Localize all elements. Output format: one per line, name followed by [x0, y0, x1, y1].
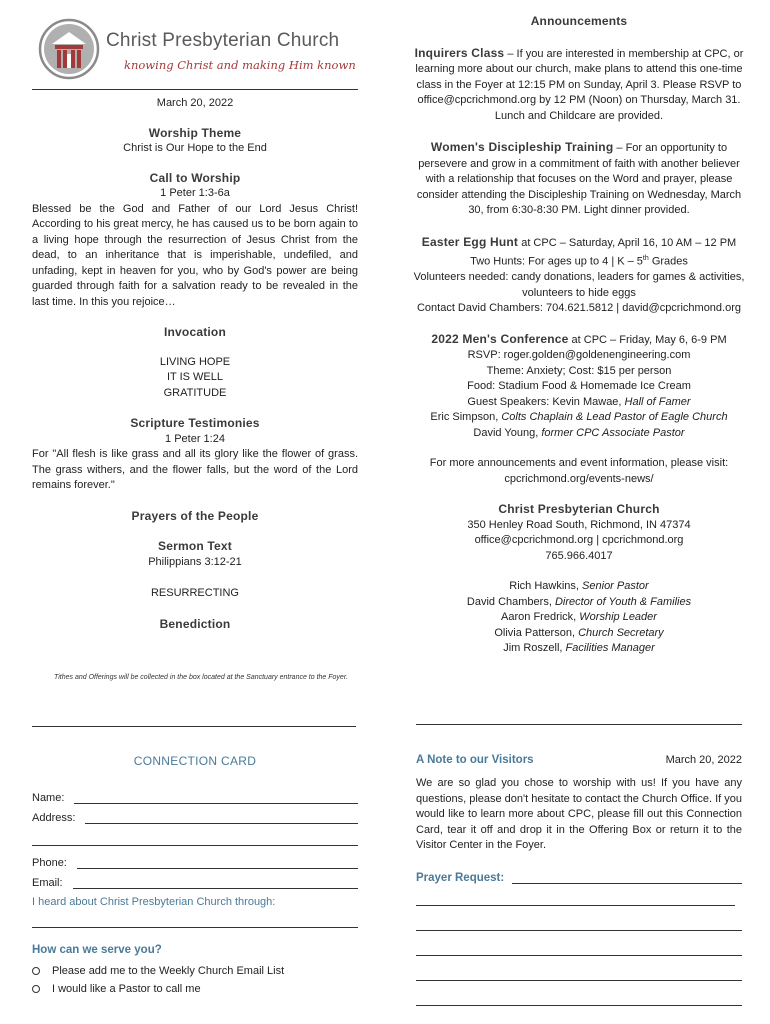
connection-card	[32, 754, 358, 995]
prayer-request-line[interactable]	[416, 959, 742, 981]
more-info	[412, 456, 746, 487]
staff-role: Facilities Manager	[565, 642, 655, 655]
staff-item	[412, 595, 746, 611]
phone-row	[32, 853, 358, 869]
church-name: Christ Presbyterian Church	[106, 30, 340, 51]
name-label: Name:	[32, 791, 65, 804]
address-field-line2[interactable]	[32, 824, 358, 846]
womens-title: Women's Discipleship Training	[430, 140, 614, 154]
prayer-request-label: Prayer Request:	[416, 871, 505, 884]
prayer-request-line[interactable]	[416, 934, 742, 956]
phone-field[interactable]	[77, 857, 358, 869]
church-contact	[412, 502, 746, 564]
easter-line4: Contact David Chambers: 704.621.5812 | david@cpcrichmond.org	[416, 302, 742, 315]
visitor-note-text: We are so glad you chose to worship with us! If you have any questions, please don't hesitate to contact the Church Office. If you would like to learn more about CPC, please fill out this Connection Card, tear it off and drop it in the Offering Box or return it to the Visitor Center in the Foyer.	[416, 777, 742, 851]
invocation-title: Invocation	[163, 325, 226, 339]
staff-name: Olivia Patterson,	[494, 626, 579, 639]
prayer-request-field[interactable]	[512, 872, 742, 884]
call-to-worship-ref: 1 Peter 1:3-6a	[160, 187, 230, 199]
contact-email[interactable]: office@cpcrichmond.org | cpcrichmond.org	[474, 534, 684, 547]
serve-option-label: Please add me to the Weekly Church Email List	[52, 964, 285, 977]
scripture-ref: 1 Peter 1:24	[165, 432, 225, 445]
serve-option-label: I would like a Pastor to call me	[52, 982, 201, 995]
staff-name: Aaron Fredrick,	[501, 611, 580, 624]
easter-line2sup: th	[642, 255, 649, 262]
email-field[interactable]	[73, 877, 358, 889]
staff-role: Church Secretary	[578, 626, 664, 639]
easter-line1: at CPC – Saturday, April 16, 10 AM – 12 PM	[518, 236, 737, 249]
mens-line3: Theme: Anxiety; Cost: $15 per person	[486, 364, 672, 377]
email-row	[32, 873, 358, 889]
visitor-note-title: A Note to our Visitors	[416, 754, 534, 766]
radio-circle-icon[interactable]	[32, 967, 40, 975]
serve-option[interactable]	[32, 983, 358, 995]
prayers-title: Prayers of the People	[131, 508, 259, 523]
worship-theme-title: Worship Theme	[148, 125, 242, 140]
inquirers-text: – If you are interested in membership at CPC, or learning more about our church, make plans to attend this one-time class in the Foyer at 12:15 PM on Sunday, April 3. Please RSVP to office@cpcrichmond.org by 12 PM (Noon) on Thursday, March 31. Lunch and Childcare are provided.	[415, 47, 744, 122]
contact-address: 350 Henley Road South, Richmond, IN 47374	[467, 518, 691, 531]
easter-line2b: Grades	[648, 255, 688, 268]
staff-item	[412, 610, 746, 626]
service-date: March 20, 2022	[156, 97, 234, 109]
easter-egg-hunt	[412, 235, 746, 317]
heard-through-field[interactable]	[32, 910, 358, 928]
name-field[interactable]	[74, 792, 358, 804]
mens-line6a: Eric Simpson,	[430, 411, 502, 424]
staff-role: Senior Pastor	[582, 580, 649, 593]
prayer-request-line[interactable]	[416, 984, 742, 1006]
mens-line1: at CPC – Friday, May 6, 6-9 PM	[568, 333, 727, 346]
staff-role: Worship Leader	[579, 611, 657, 624]
heard-through-label: I heard about Christ Presbyterian Church through:	[32, 895, 276, 908]
song-item: IT IS WELL	[166, 371, 224, 383]
mens-line7a: David Young,	[473, 426, 542, 439]
mens-line2: RSVP: roger.golden@goldenengineering.com	[467, 349, 691, 362]
visitor-note	[416, 754, 742, 1009]
staff-item	[412, 626, 746, 642]
staff-list	[412, 579, 746, 657]
inquirers-title: Inquirers Class	[414, 45, 505, 60]
song-item: LIVING HOPE	[159, 355, 231, 368]
sermon-name: RESURRECTING	[150, 587, 239, 599]
easter-line3: Volunteers needed: candy donations, leaders for games & activities, volunteers to hide eggs	[413, 271, 745, 299]
radio-circle-icon[interactable]	[32, 985, 40, 993]
mens-line7b: former CPC Associate Pastor	[541, 426, 685, 439]
sermon-title: Sermon Text	[158, 539, 232, 553]
mens-title: 2022 Men's Conference	[431, 331, 569, 346]
prayer-request-line[interactable]	[416, 884, 735, 906]
address-row	[32, 808, 358, 824]
scripture-text: For "All flesh is like grass and all its glory like the flower of grass. The grass withers, and the flower falls, but the word of the Lord remains forever."	[32, 448, 358, 491]
email-label: Email:	[32, 876, 63, 889]
staff-item	[412, 641, 746, 657]
mens-line5a: Guest Speakers: Kevin Mawae,	[467, 395, 625, 408]
church-logo	[38, 18, 100, 80]
address-field[interactable]	[85, 812, 358, 824]
connection-card-title: CONNECTION CARD	[133, 754, 257, 768]
mens-line4: Food: Stadium Food & Homemade Ice Cream	[467, 380, 691, 393]
womens-text: – For an opportunity to persevere and grow in a commitment of faith with another believer with a relationship that focuses on the Word and prayer, please consider attending the Discipleship Training on Wednesday, March 30, from 6:30-8:30 PM. Light dinner provided.	[416, 142, 742, 216]
visitor-note-date: March 20, 2022	[665, 754, 742, 766]
call-to-worship-title: Call to Worship	[149, 170, 241, 185]
easter-line2a: Two Hunts: For ages up to 4 | K – 5	[470, 255, 643, 268]
womens-training	[412, 140, 746, 219]
mens-line5b: Hall of Famer	[624, 395, 691, 408]
contact-title: Christ Presbyterian Church	[498, 502, 660, 517]
staff-name: Jim Roszell,	[503, 642, 566, 655]
benediction-title: Benediction	[159, 616, 231, 631]
staff-role: Director of Youth & Families	[554, 595, 692, 608]
easter-title: Easter Egg Hunt	[421, 234, 519, 249]
tithes-note: Tithes and Offerings will be collected in the box located at the Sanctuary entrance to the Foyer.	[54, 674, 348, 681]
sermon-ref: Philippians 3:12-21	[148, 555, 242, 568]
address-label: Address:	[32, 811, 76, 824]
tear-line-left	[32, 726, 356, 727]
name-row	[32, 788, 358, 804]
announcements-title: Announcements	[530, 14, 628, 28]
staff-item	[412, 579, 746, 595]
staff-name: Rich Hawkins,	[509, 580, 583, 593]
events-link[interactable]: cpcrichmond.org/events-news/	[504, 472, 654, 485]
worship-theme-text: Christ is Our Hope to the End	[123, 142, 267, 154]
more-line1: For more announcements and event information, please visit:	[429, 457, 729, 470]
visitor-note-header	[416, 754, 742, 766]
header-divider	[32, 89, 358, 90]
scripture-title: Scripture Testimonies	[130, 416, 260, 430]
phone-label: Phone:	[32, 856, 67, 869]
prayer-request-row	[416, 868, 742, 884]
prayer-request-line[interactable]	[416, 909, 742, 931]
mens-line6b: Colts Chaplain & Lead Pastor of Eagle Church	[501, 411, 728, 424]
church-emblem-icon	[38, 18, 100, 80]
call-to-worship-text: Blessed be the God and Father of our Lord Jesus Christ! According to his great mercy, he has caused us to be born again to a living hope through the resurrection of Jesus Christ from the dead, to an inheritance that is imperishable, undefiled, and unfading, kept in heaven for you, who by God's power are being guarded through faith for a salvation ready to be revealed in the last time. In this you rejoice…	[32, 202, 358, 308]
serve-title: How can we serve you?	[32, 944, 162, 956]
contact-phone: 765.966.4017	[545, 549, 613, 562]
church-tagline: knowing Christ and making Him known	[124, 58, 356, 72]
order-of-worship	[32, 96, 358, 632]
inquirers-class	[412, 46, 746, 125]
song-item: GRATITUDE	[163, 386, 227, 399]
tear-line-right	[416, 724, 742, 725]
serve-option[interactable]	[32, 965, 358, 977]
announcements	[412, 14, 746, 657]
staff-name: David Chambers,	[466, 595, 555, 608]
mens-conference	[412, 332, 746, 442]
song-list	[32, 355, 358, 402]
